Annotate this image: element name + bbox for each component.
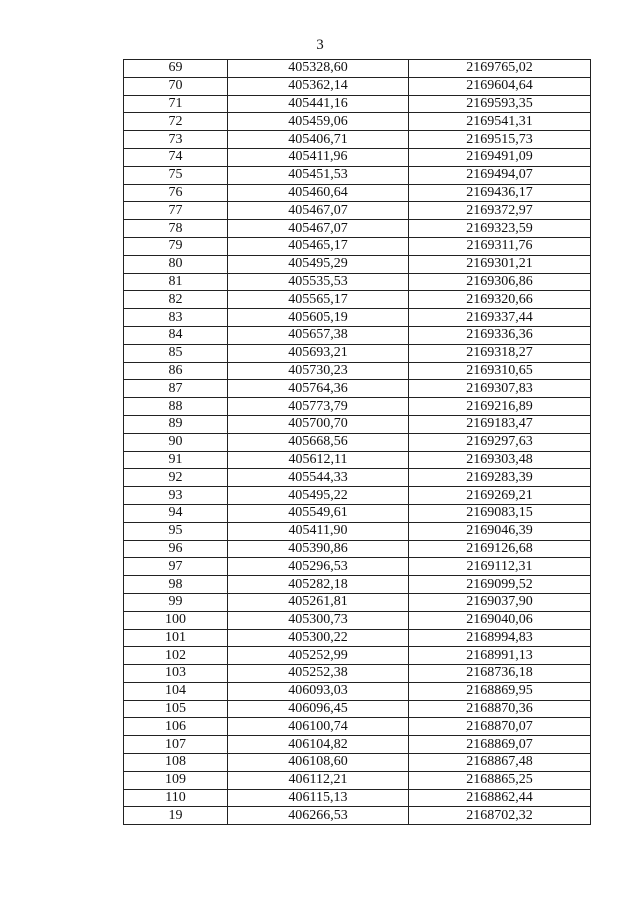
x-coordinate-cell: 406112,21	[228, 771, 409, 789]
x-coordinate-cell: 405390,86	[228, 540, 409, 558]
point-number-cell: 101	[124, 629, 228, 647]
table-row	[124, 380, 591, 398]
x-coordinate-cell: 405411,96	[228, 148, 409, 166]
y-coordinate-cell: 2169318,27	[409, 344, 591, 362]
point-number-cell: 107	[124, 736, 228, 754]
table-row	[124, 433, 591, 451]
y-coordinate-cell: 2169593,35	[409, 95, 591, 113]
point-number-cell: 103	[124, 665, 228, 683]
x-coordinate-cell: 405773,79	[228, 398, 409, 416]
x-coordinate-cell: 405730,23	[228, 362, 409, 380]
y-coordinate-cell: 2169126,68	[409, 540, 591, 558]
point-number-cell: 109	[124, 771, 228, 789]
table-row	[124, 718, 591, 736]
y-coordinate-cell: 2169183,47	[409, 415, 591, 433]
point-number-cell: 82	[124, 291, 228, 309]
x-coordinate-cell: 405535,53	[228, 273, 409, 291]
x-coordinate-cell: 405296,53	[228, 558, 409, 576]
table-row	[124, 469, 591, 487]
x-coordinate-cell: 405406,71	[228, 131, 409, 149]
table-row	[124, 77, 591, 95]
point-number-cell: 100	[124, 611, 228, 629]
y-coordinate-cell: 2169040,06	[409, 611, 591, 629]
x-coordinate-cell: 405693,21	[228, 344, 409, 362]
y-coordinate-cell: 2168869,07	[409, 736, 591, 754]
y-coordinate-cell: 2169297,63	[409, 433, 591, 451]
point-number-cell: 89	[124, 415, 228, 433]
point-number-cell: 71	[124, 95, 228, 113]
table-row	[124, 344, 591, 362]
x-coordinate-cell: 405328,60	[228, 60, 409, 78]
table-row	[124, 291, 591, 309]
x-coordinate-cell: 405495,29	[228, 255, 409, 273]
y-coordinate-cell: 2168736,18	[409, 665, 591, 683]
y-coordinate-cell: 2168867,48	[409, 754, 591, 772]
table-row	[124, 682, 591, 700]
table-row	[124, 113, 591, 131]
page-number: 3	[316, 37, 324, 53]
point-number-cell: 80	[124, 255, 228, 273]
x-coordinate-cell: 405467,07	[228, 202, 409, 220]
y-coordinate-cell: 2168869,95	[409, 682, 591, 700]
y-coordinate-cell: 2169436,17	[409, 184, 591, 202]
y-coordinate-cell: 2169301,21	[409, 255, 591, 273]
table-row	[124, 611, 591, 629]
y-coordinate-cell: 2169283,39	[409, 469, 591, 487]
y-coordinate-cell: 2169337,44	[409, 309, 591, 327]
point-number-cell: 105	[124, 700, 228, 718]
y-coordinate-cell: 2169323,59	[409, 220, 591, 238]
x-coordinate-cell: 406108,60	[228, 754, 409, 772]
table-row	[124, 255, 591, 273]
x-coordinate-cell: 405764,36	[228, 380, 409, 398]
x-coordinate-cell: 405467,07	[228, 220, 409, 238]
coordinates-table-body	[124, 60, 591, 825]
y-coordinate-cell: 2168870,07	[409, 718, 591, 736]
y-coordinate-cell: 2169310,65	[409, 362, 591, 380]
point-number-cell: 19	[124, 807, 228, 825]
x-coordinate-cell: 406096,45	[228, 700, 409, 718]
y-coordinate-cell: 2169336,36	[409, 326, 591, 344]
table-row	[124, 789, 591, 807]
x-coordinate-cell: 406115,13	[228, 789, 409, 807]
table-row	[124, 131, 591, 149]
table-row	[124, 558, 591, 576]
x-coordinate-cell: 406100,74	[228, 718, 409, 736]
table-row	[124, 807, 591, 825]
table-row	[124, 736, 591, 754]
point-number-cell: 76	[124, 184, 228, 202]
y-coordinate-cell: 2169515,73	[409, 131, 591, 149]
y-coordinate-cell: 2169083,15	[409, 504, 591, 522]
table-row	[124, 451, 591, 469]
x-coordinate-cell: 405459,06	[228, 113, 409, 131]
y-coordinate-cell: 2169306,86	[409, 273, 591, 291]
table-row	[124, 398, 591, 416]
point-number-cell: 98	[124, 576, 228, 594]
y-coordinate-cell: 2169541,31	[409, 113, 591, 131]
y-coordinate-cell: 2168702,32	[409, 807, 591, 825]
x-coordinate-cell: 406266,53	[228, 807, 409, 825]
table-row	[124, 504, 591, 522]
point-number-cell: 73	[124, 131, 228, 149]
point-number-cell: 102	[124, 647, 228, 665]
point-number-cell: 72	[124, 113, 228, 131]
y-coordinate-cell: 2169269,21	[409, 487, 591, 505]
x-coordinate-cell: 405544,33	[228, 469, 409, 487]
table-row	[124, 166, 591, 184]
y-coordinate-cell: 2169216,89	[409, 398, 591, 416]
table-row	[124, 754, 591, 772]
table-row	[124, 148, 591, 166]
point-number-cell: 110	[124, 789, 228, 807]
y-coordinate-cell: 2169307,83	[409, 380, 591, 398]
y-coordinate-cell: 2169311,76	[409, 237, 591, 255]
table-row	[124, 487, 591, 505]
point-number-cell: 79	[124, 237, 228, 255]
y-coordinate-cell: 2169372,97	[409, 202, 591, 220]
y-coordinate-cell: 2169494,07	[409, 166, 591, 184]
y-coordinate-cell: 2169099,52	[409, 576, 591, 594]
point-number-cell: 99	[124, 593, 228, 611]
x-coordinate-cell: 405261,81	[228, 593, 409, 611]
x-coordinate-cell: 406104,82	[228, 736, 409, 754]
point-number-cell: 78	[124, 220, 228, 238]
table-row	[124, 540, 591, 558]
table-row	[124, 665, 591, 683]
point-number-cell: 69	[124, 60, 228, 78]
x-coordinate-cell: 405612,11	[228, 451, 409, 469]
x-coordinate-cell: 405441,16	[228, 95, 409, 113]
point-number-cell: 87	[124, 380, 228, 398]
x-coordinate-cell: 405252,38	[228, 665, 409, 683]
x-coordinate-cell: 405252,99	[228, 647, 409, 665]
y-coordinate-cell: 2168865,25	[409, 771, 591, 789]
point-number-cell: 106	[124, 718, 228, 736]
table-row	[124, 220, 591, 238]
x-coordinate-cell: 405282,18	[228, 576, 409, 594]
point-number-cell: 94	[124, 504, 228, 522]
point-number-cell: 97	[124, 558, 228, 576]
x-coordinate-cell: 405565,17	[228, 291, 409, 309]
table-row	[124, 362, 591, 380]
table-row	[124, 629, 591, 647]
point-number-cell: 95	[124, 522, 228, 540]
point-number-cell: 96	[124, 540, 228, 558]
point-number-cell: 75	[124, 166, 228, 184]
table-row	[124, 95, 591, 113]
point-number-cell: 91	[124, 451, 228, 469]
x-coordinate-cell: 405700,70	[228, 415, 409, 433]
table-row	[124, 326, 591, 344]
y-coordinate-cell: 2168870,36	[409, 700, 591, 718]
x-coordinate-cell: 405460,64	[228, 184, 409, 202]
table-row	[124, 237, 591, 255]
x-coordinate-cell: 405657,38	[228, 326, 409, 344]
point-number-cell: 81	[124, 273, 228, 291]
table-row	[124, 309, 591, 327]
x-coordinate-cell: 405362,14	[228, 77, 409, 95]
point-number-cell: 83	[124, 309, 228, 327]
y-coordinate-cell: 2169491,09	[409, 148, 591, 166]
point-number-cell: 104	[124, 682, 228, 700]
point-number-cell: 85	[124, 344, 228, 362]
x-coordinate-cell: 405605,19	[228, 309, 409, 327]
y-coordinate-cell: 2169046,39	[409, 522, 591, 540]
y-coordinate-cell: 2168991,13	[409, 647, 591, 665]
table-row	[124, 60, 591, 78]
coordinates-table	[123, 59, 591, 825]
y-coordinate-cell: 2169037,90	[409, 593, 591, 611]
table-row	[124, 576, 591, 594]
point-number-cell: 84	[124, 326, 228, 344]
point-number-cell: 88	[124, 398, 228, 416]
y-coordinate-cell: 2169112,31	[409, 558, 591, 576]
x-coordinate-cell: 405300,73	[228, 611, 409, 629]
point-number-cell: 77	[124, 202, 228, 220]
x-coordinate-cell: 405495,22	[228, 487, 409, 505]
x-coordinate-cell: 405668,56	[228, 433, 409, 451]
point-number-cell: 93	[124, 487, 228, 505]
y-coordinate-cell: 2169320,66	[409, 291, 591, 309]
point-number-cell: 108	[124, 754, 228, 772]
point-number-cell: 90	[124, 433, 228, 451]
table-row	[124, 202, 591, 220]
x-coordinate-cell: 406093,03	[228, 682, 409, 700]
x-coordinate-cell: 405451,53	[228, 166, 409, 184]
table-row	[124, 647, 591, 665]
point-number-cell: 74	[124, 148, 228, 166]
x-coordinate-cell: 405411,90	[228, 522, 409, 540]
table-row	[124, 184, 591, 202]
table-row	[124, 593, 591, 611]
y-coordinate-cell: 2169604,64	[409, 77, 591, 95]
x-coordinate-cell: 405549,61	[228, 504, 409, 522]
table-row	[124, 700, 591, 718]
y-coordinate-cell: 2168862,44	[409, 789, 591, 807]
x-coordinate-cell: 405300,22	[228, 629, 409, 647]
y-coordinate-cell: 2169765,02	[409, 60, 591, 78]
point-number-cell: 86	[124, 362, 228, 380]
table-row	[124, 522, 591, 540]
table-row	[124, 415, 591, 433]
y-coordinate-cell: 2168994,83	[409, 629, 591, 647]
x-coordinate-cell: 405465,17	[228, 237, 409, 255]
point-number-cell: 92	[124, 469, 228, 487]
table-row	[124, 771, 591, 789]
y-coordinate-cell: 2169303,48	[409, 451, 591, 469]
point-number-cell: 70	[124, 77, 228, 95]
table-row	[124, 273, 591, 291]
